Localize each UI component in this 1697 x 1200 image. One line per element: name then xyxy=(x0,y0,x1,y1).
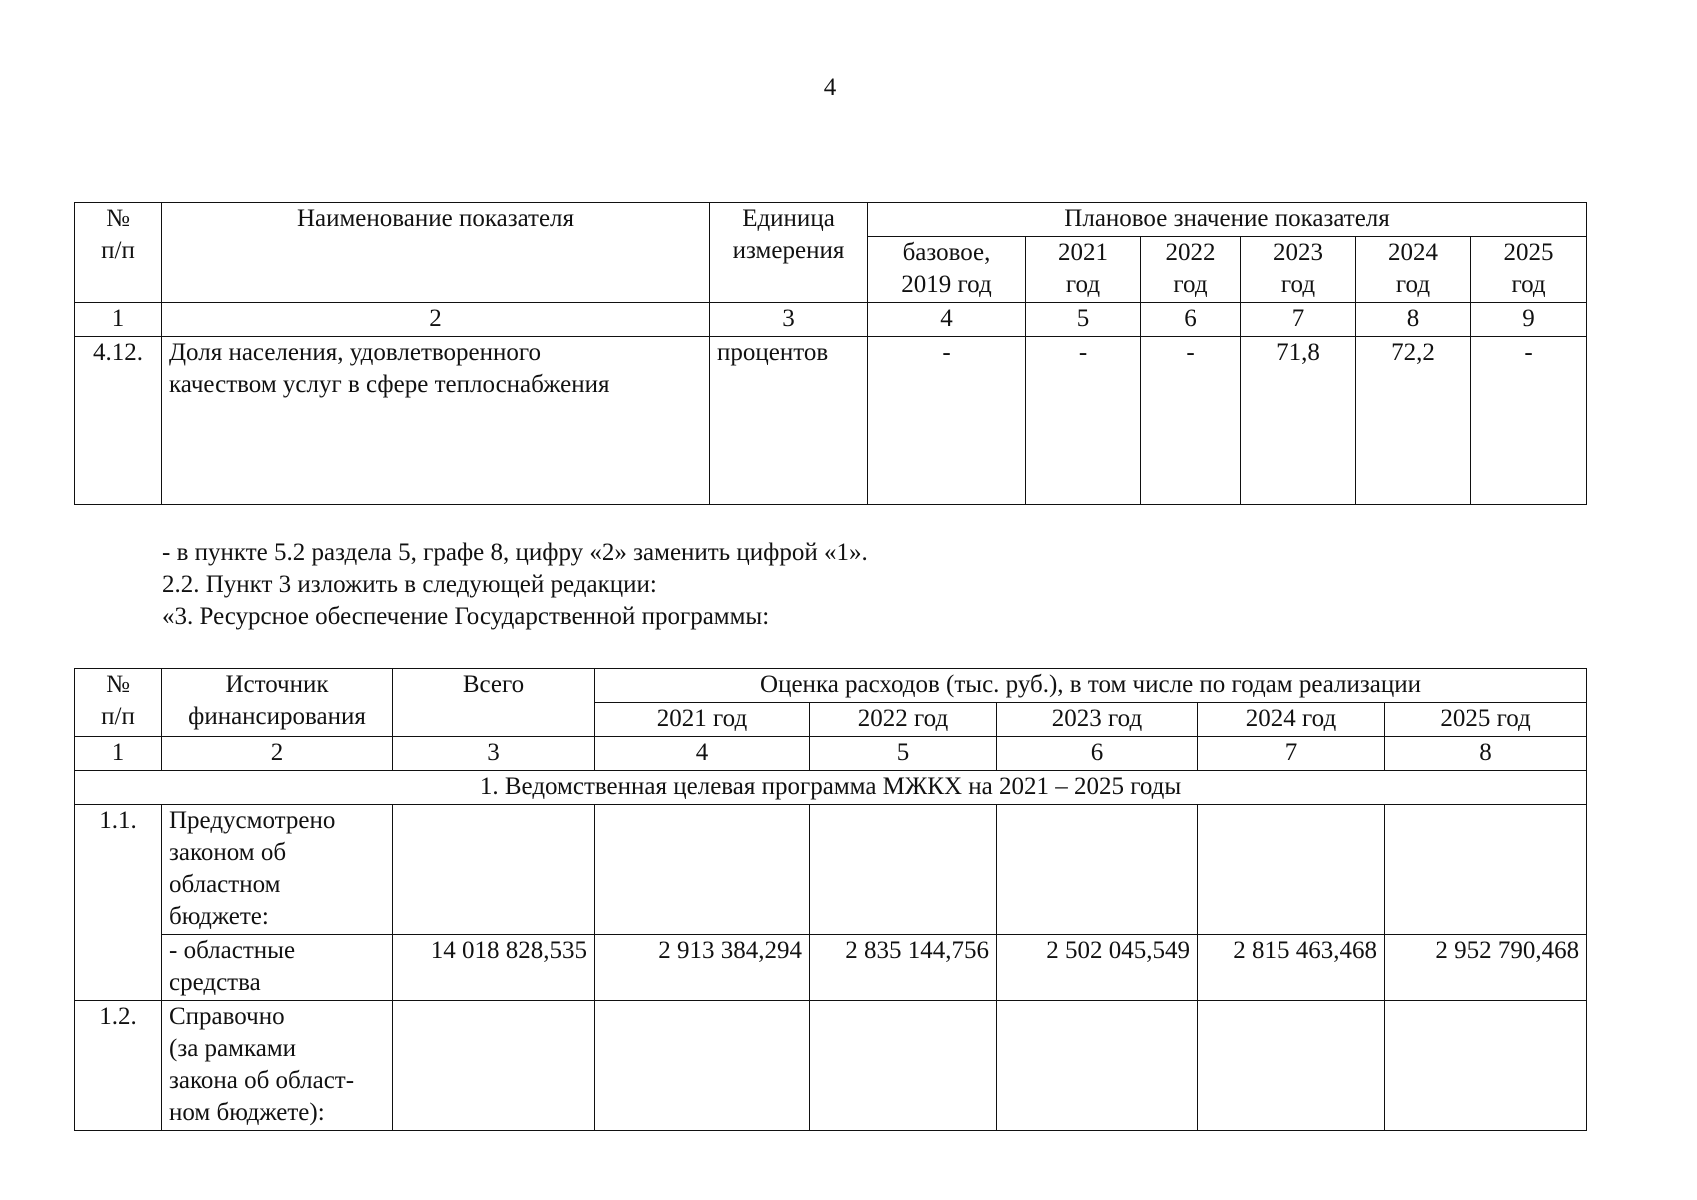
year-value: 2 815 463,468 xyxy=(1198,935,1385,1001)
year-value: 2 835 144,756 xyxy=(810,935,997,1001)
source-label-cell xyxy=(162,805,393,935)
header-year-cell xyxy=(868,237,1026,303)
table-row xyxy=(75,1001,1587,1131)
col-number: 2 xyxy=(162,737,393,771)
header-year-line2: год xyxy=(1511,271,1546,298)
column-number-row xyxy=(75,737,1587,771)
table-row xyxy=(75,337,1587,505)
plan-value: - xyxy=(1471,337,1587,505)
header-year-line2: год xyxy=(1395,271,1431,298)
header-year-line2: год xyxy=(1280,271,1316,298)
col-number: 5 xyxy=(1026,303,1141,337)
empty-cell xyxy=(393,1001,595,1131)
col-number: 8 xyxy=(1385,737,1587,771)
header-source-line2: финансирования xyxy=(188,703,366,730)
source-label-line: бюджете: xyxy=(169,903,269,930)
col-number: 1 xyxy=(75,303,162,337)
table-row xyxy=(75,935,1587,1001)
empty-cell xyxy=(810,805,997,935)
col-number: 3 xyxy=(710,303,868,337)
header-num-line1: № xyxy=(106,205,130,232)
unit-value: процентов xyxy=(710,337,868,505)
header-num-cell xyxy=(75,669,162,737)
source-label-line: Справочно xyxy=(169,1003,285,1030)
col-number: 3 xyxy=(393,737,595,771)
empty-cell xyxy=(1198,1001,1385,1131)
header-num-line2: п/п xyxy=(101,237,135,264)
empty-cell xyxy=(393,805,595,935)
indicator-name-line2: качеством услуг в сфере теплоснабжения xyxy=(169,371,610,398)
col-number: 9 xyxy=(1471,303,1587,337)
header-year: 2025 год xyxy=(1385,703,1587,737)
header-name: Наименование показателя xyxy=(296,205,575,232)
header-year: 2023 год xyxy=(997,703,1198,737)
column-number-row xyxy=(75,303,1587,337)
plan-value: 72,2 xyxy=(1356,337,1471,505)
header-year-line2: год xyxy=(1173,271,1208,298)
header-year-line1: базовое, xyxy=(902,239,991,266)
plan-value: 71,8 xyxy=(1241,337,1356,505)
row-num: 1.2. xyxy=(75,1001,162,1131)
header-year-line1: 2023 xyxy=(1273,239,1323,266)
col-number: 6 xyxy=(1141,303,1241,337)
header-year: 2021 год xyxy=(595,703,810,737)
empty-cell xyxy=(997,805,1198,935)
header-unit-line2: измерения xyxy=(732,237,845,264)
header-source-cell xyxy=(162,669,393,737)
col-number: 7 xyxy=(1198,737,1385,771)
header-plan-cell xyxy=(868,203,1587,237)
indicator-name-cell xyxy=(162,337,710,505)
col-number: 6 xyxy=(997,737,1198,771)
plan-value: - xyxy=(1026,337,1141,505)
source-label-line: ном бюджете): xyxy=(169,1099,325,1126)
year-value: 2 913 384,294 xyxy=(595,935,810,1001)
header-year-cell xyxy=(1356,237,1471,303)
source-label-line: закона об област- xyxy=(169,1067,355,1094)
source-label-line: (за рамками xyxy=(169,1035,297,1062)
header-year: 2024 год xyxy=(1198,703,1385,737)
plan-value: - xyxy=(1141,337,1241,505)
header-year-cell xyxy=(1471,237,1587,303)
header-estimate-cell xyxy=(595,669,1587,703)
page-number: 4 xyxy=(823,74,837,101)
empty-cell xyxy=(595,805,810,935)
paragraph-heading: «3. Ресурсное обеспечение Государственной программы: xyxy=(162,603,770,630)
year-value: 2 952 790,468 xyxy=(1385,935,1587,1001)
header-total: Всего xyxy=(462,671,525,698)
header-year-cell xyxy=(1026,237,1141,303)
header-year: 2022 год xyxy=(810,703,997,737)
sub-source-line: - областные xyxy=(169,937,296,964)
header-year-cell xyxy=(1241,237,1356,303)
col-number: 1 xyxy=(75,737,162,771)
header-year-line2: 2019 год xyxy=(901,271,992,298)
sub-source-cell xyxy=(162,935,393,1001)
header-year-line1: 2021 xyxy=(1058,239,1108,266)
header-estimate: Оценка расходов (тыс. руб.), в том числе по годам реализации xyxy=(760,671,1422,698)
paragraph-amendment: - в пункте 5.2 раздела 5, графе 8, цифру «2» заменить цифрой «1». xyxy=(162,539,868,566)
header-num-line1: № xyxy=(106,671,130,698)
col-number: 8 xyxy=(1356,303,1471,337)
empty-cell xyxy=(595,1001,810,1131)
row-num: 1.1. xyxy=(75,805,162,1001)
year-value: 2 502 045,549 xyxy=(997,935,1198,1001)
empty-cell xyxy=(1385,805,1587,935)
indicators-table xyxy=(74,202,1587,505)
header-unit-line1: Единица xyxy=(742,205,835,232)
header-year-line2: год xyxy=(1065,271,1101,298)
empty-cell xyxy=(997,1001,1198,1131)
header-total-cell xyxy=(393,669,595,737)
source-label-line: Предусмотрено xyxy=(169,807,336,834)
source-label-line: законом об xyxy=(169,839,287,866)
total-value: 14 018 828,535 xyxy=(393,935,595,1001)
table-row xyxy=(75,805,1587,935)
col-number: 7 xyxy=(1241,303,1356,337)
header-num-line2: п/п xyxy=(101,703,135,730)
header-num-cell xyxy=(75,203,162,303)
header-source-line1: Источник xyxy=(225,671,329,698)
header-unit-cell xyxy=(710,203,868,303)
section-title: 1. Ведомственная целевая программа МЖКХ на 2021 – 2025 годы xyxy=(75,771,1587,805)
header-year-line1: 2022 xyxy=(1165,239,1216,266)
header-year-cell xyxy=(1141,237,1241,303)
empty-cell xyxy=(1385,1001,1587,1131)
source-label-line: областном xyxy=(169,871,281,898)
header-year-line1: 2024 xyxy=(1388,239,1438,266)
header-name-cell xyxy=(162,203,710,303)
plan-value: - xyxy=(868,337,1026,505)
sub-source-line: средства xyxy=(169,969,261,996)
col-number: 4 xyxy=(595,737,810,771)
empty-cell xyxy=(1198,805,1385,935)
paragraph-item: 2.2. Пункт 3 изложить в следующей редакции: xyxy=(162,571,657,598)
header-plan: Плановое значение показателя xyxy=(1064,205,1390,232)
col-number: 2 xyxy=(162,303,710,337)
empty-cell xyxy=(810,1001,997,1131)
source-label-cell xyxy=(162,1001,393,1131)
header-year-line1: 2025 xyxy=(1503,239,1554,266)
col-number: 5 xyxy=(810,737,997,771)
row-num: 4.12. xyxy=(75,337,162,505)
resources-table xyxy=(74,668,1587,1131)
col-number: 4 xyxy=(868,303,1026,337)
indicator-name-line1: Доля населения, удовлетворенного xyxy=(169,339,541,366)
